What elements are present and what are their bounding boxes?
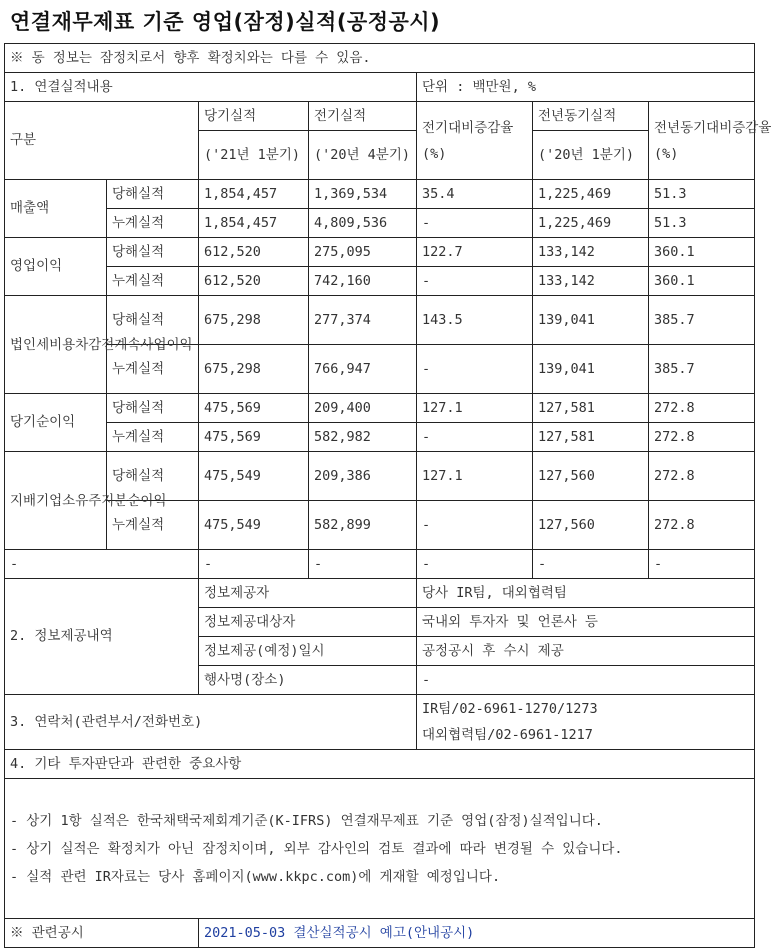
cell-current: 475,569 bbox=[199, 394, 309, 423]
section1-label: 1. 연결실적내용 bbox=[5, 73, 417, 102]
row-name-pretax-income: 법인세비용차감전계속사업이익 bbox=[5, 296, 107, 394]
cell-previous: 582,899 bbox=[309, 501, 417, 550]
cell-yoy-base: 127,560 bbox=[533, 501, 649, 550]
cell-previous: 766,947 bbox=[309, 345, 417, 394]
cell-yoy: 51.3 bbox=[649, 209, 755, 238]
info-value: 국내외 투자자 및 언론사 등 bbox=[417, 608, 755, 637]
contact-pr: 대외협력팀/02-6961-1217 bbox=[422, 727, 593, 743]
related-link[interactable]: 2021-05-03 결산실적공시 예고(안내공시) bbox=[199, 919, 755, 948]
row-name-revenue: 매출액 bbox=[5, 180, 107, 238]
cell-yoy: 272.8 bbox=[649, 501, 755, 550]
header-previous-period: ('20년 4분기) bbox=[309, 131, 417, 180]
header-yoy-base: 전년동기실적 bbox=[533, 102, 649, 131]
row-type: 당해실적 bbox=[107, 296, 199, 345]
disclosure-table bbox=[4, 43, 771, 948]
dash-cell: - bbox=[5, 550, 199, 579]
dash-cell: - bbox=[309, 550, 417, 579]
row-name-controlling-net-income: 지배기업소유주지분순이익 bbox=[5, 452, 107, 550]
cell-current: 475,549 bbox=[199, 452, 309, 501]
cell-current: 1,854,457 bbox=[199, 209, 309, 238]
cell-current: 1,854,457 bbox=[199, 180, 309, 209]
cell-yoy: 360.1 bbox=[649, 238, 755, 267]
dash-cell: - bbox=[649, 550, 755, 579]
row-name-operating-profit: 영업이익 bbox=[5, 238, 107, 296]
row-type: 누계실적 bbox=[107, 423, 199, 452]
header-qoq: 전기대비증감율(%) bbox=[417, 102, 533, 180]
row-type: 당해실적 bbox=[107, 452, 199, 501]
header-category: 구분 bbox=[5, 102, 199, 180]
cell-yoy: 272.8 bbox=[649, 452, 755, 501]
row-type: 누계실적 bbox=[107, 209, 199, 238]
row-type: 누계실적 bbox=[107, 267, 199, 296]
cell-current: 675,298 bbox=[199, 296, 309, 345]
cell-qoq: 127.1 bbox=[417, 394, 533, 423]
cell-yoy: 51.3 bbox=[649, 180, 755, 209]
cell-previous: 742,160 bbox=[309, 267, 417, 296]
related-label: ※ 관련공시 bbox=[5, 919, 199, 948]
cell-qoq: 127.1 bbox=[417, 452, 533, 501]
dash-cell: - bbox=[199, 550, 309, 579]
cell-qoq: 143.5 bbox=[417, 296, 533, 345]
cell-current: 612,520 bbox=[199, 238, 309, 267]
cell-previous: 582,982 bbox=[309, 423, 417, 452]
header-current-period: ('21년 1분기) bbox=[199, 131, 309, 180]
row-type: 당해실적 bbox=[107, 394, 199, 423]
cell-yoy-base: 133,142 bbox=[533, 267, 649, 296]
cell-yoy-base: 127,581 bbox=[533, 394, 649, 423]
header-previous: 전기실적 bbox=[309, 102, 417, 131]
cell-yoy-base: 1,225,469 bbox=[533, 180, 649, 209]
cell-previous: 275,095 bbox=[309, 238, 417, 267]
notice: ※ 동 정보는 잠정치로서 향후 확정치와는 다를 수 있음. bbox=[5, 44, 755, 73]
contact-info bbox=[417, 695, 755, 750]
cell-yoy: 385.7 bbox=[649, 345, 755, 394]
cell-qoq: - bbox=[417, 267, 533, 296]
cell-yoy-base: 139,041 bbox=[533, 296, 649, 345]
section2-label: 2. 정보제공내역 bbox=[5, 579, 199, 695]
row-type: 누계실적 bbox=[107, 345, 199, 394]
cell-current: 612,520 bbox=[199, 267, 309, 296]
dash-cell: - bbox=[533, 550, 649, 579]
page-title: 연결재무제표 기준 영업(잠정)실적(공정공시) bbox=[10, 10, 441, 34]
cell-previous: 1,369,534 bbox=[309, 180, 417, 209]
row-type: 당해실적 bbox=[107, 180, 199, 209]
cell-current: 475,569 bbox=[199, 423, 309, 452]
cell-yoy-base: 1,225,469 bbox=[533, 209, 649, 238]
header-current: 당기실적 bbox=[199, 102, 309, 131]
info-key: 행사명(장소) bbox=[199, 666, 417, 695]
row-type: 당해실적 bbox=[107, 238, 199, 267]
info-key: 정보제공(예정)일시 bbox=[199, 637, 417, 666]
info-value: 당사 IR팀, 대외협력팀 bbox=[417, 579, 755, 608]
cell-current: 475,549 bbox=[199, 501, 309, 550]
cell-current: 675,298 bbox=[199, 345, 309, 394]
cell-yoy: 272.8 bbox=[649, 394, 755, 423]
header-yoy-period: ('20년 1분기) bbox=[533, 131, 649, 180]
notes-cell bbox=[5, 779, 755, 919]
cell-qoq: - bbox=[417, 501, 533, 550]
note-line: - 실적 관련 IR자료는 당사 홈페이지(www.kkpc.com)에 게재할 예정입니다. bbox=[10, 868, 501, 885]
cell-yoy-base: 127,581 bbox=[533, 423, 649, 452]
info-value: - bbox=[417, 666, 755, 695]
dash-cell: - bbox=[417, 550, 533, 579]
cell-qoq: - bbox=[417, 423, 533, 452]
cell-yoy-base: 139,041 bbox=[533, 345, 649, 394]
row-type: 누계실적 bbox=[107, 501, 199, 550]
info-key: 정보제공대상자 bbox=[199, 608, 417, 637]
cell-previous: 277,374 bbox=[309, 296, 417, 345]
unit-label: 단위 : 백만원, % bbox=[417, 73, 755, 102]
cell-qoq: - bbox=[417, 345, 533, 394]
cell-yoy: 272.8 bbox=[649, 423, 755, 452]
cell-yoy-base: 127,560 bbox=[533, 452, 649, 501]
cell-yoy-base: 133,142 bbox=[533, 238, 649, 267]
info-key: 정보제공자 bbox=[199, 579, 417, 608]
cell-previous: 209,400 bbox=[309, 394, 417, 423]
header-yoy: 전년동기대비증감율(%) bbox=[649, 102, 755, 180]
section4-label: 4. 기타 투자판단과 관련한 중요사항 bbox=[5, 750, 755, 779]
cell-previous: 4,809,536 bbox=[309, 209, 417, 238]
cell-yoy: 360.1 bbox=[649, 267, 755, 296]
row-name-net-income: 당기순이익 bbox=[5, 394, 107, 452]
contact-ir: IR팀/02-6961-1270/1273 bbox=[422, 701, 598, 717]
note-line: - 상기 실적은 확정치가 아닌 잠정치이며, 외부 감사인의 검토 결과에 따라 변경될 수 있습니다. bbox=[10, 840, 623, 857]
cell-previous: 209,386 bbox=[309, 452, 417, 501]
cell-qoq: - bbox=[417, 209, 533, 238]
cell-yoy: 385.7 bbox=[649, 296, 755, 345]
info-value: 공정공시 후 수시 제공 bbox=[417, 637, 755, 666]
note-line: - 상기 1항 실적은 한국채택국제회계기준(K-IFRS) 연결재무제표 기준 영업(잠정)실적입니다. bbox=[10, 812, 603, 829]
section3-label: 3. 연락처(관련부서/전화번호) bbox=[5, 695, 417, 750]
cell-qoq: 122.7 bbox=[417, 238, 533, 267]
cell-qoq: 35.4 bbox=[417, 180, 533, 209]
